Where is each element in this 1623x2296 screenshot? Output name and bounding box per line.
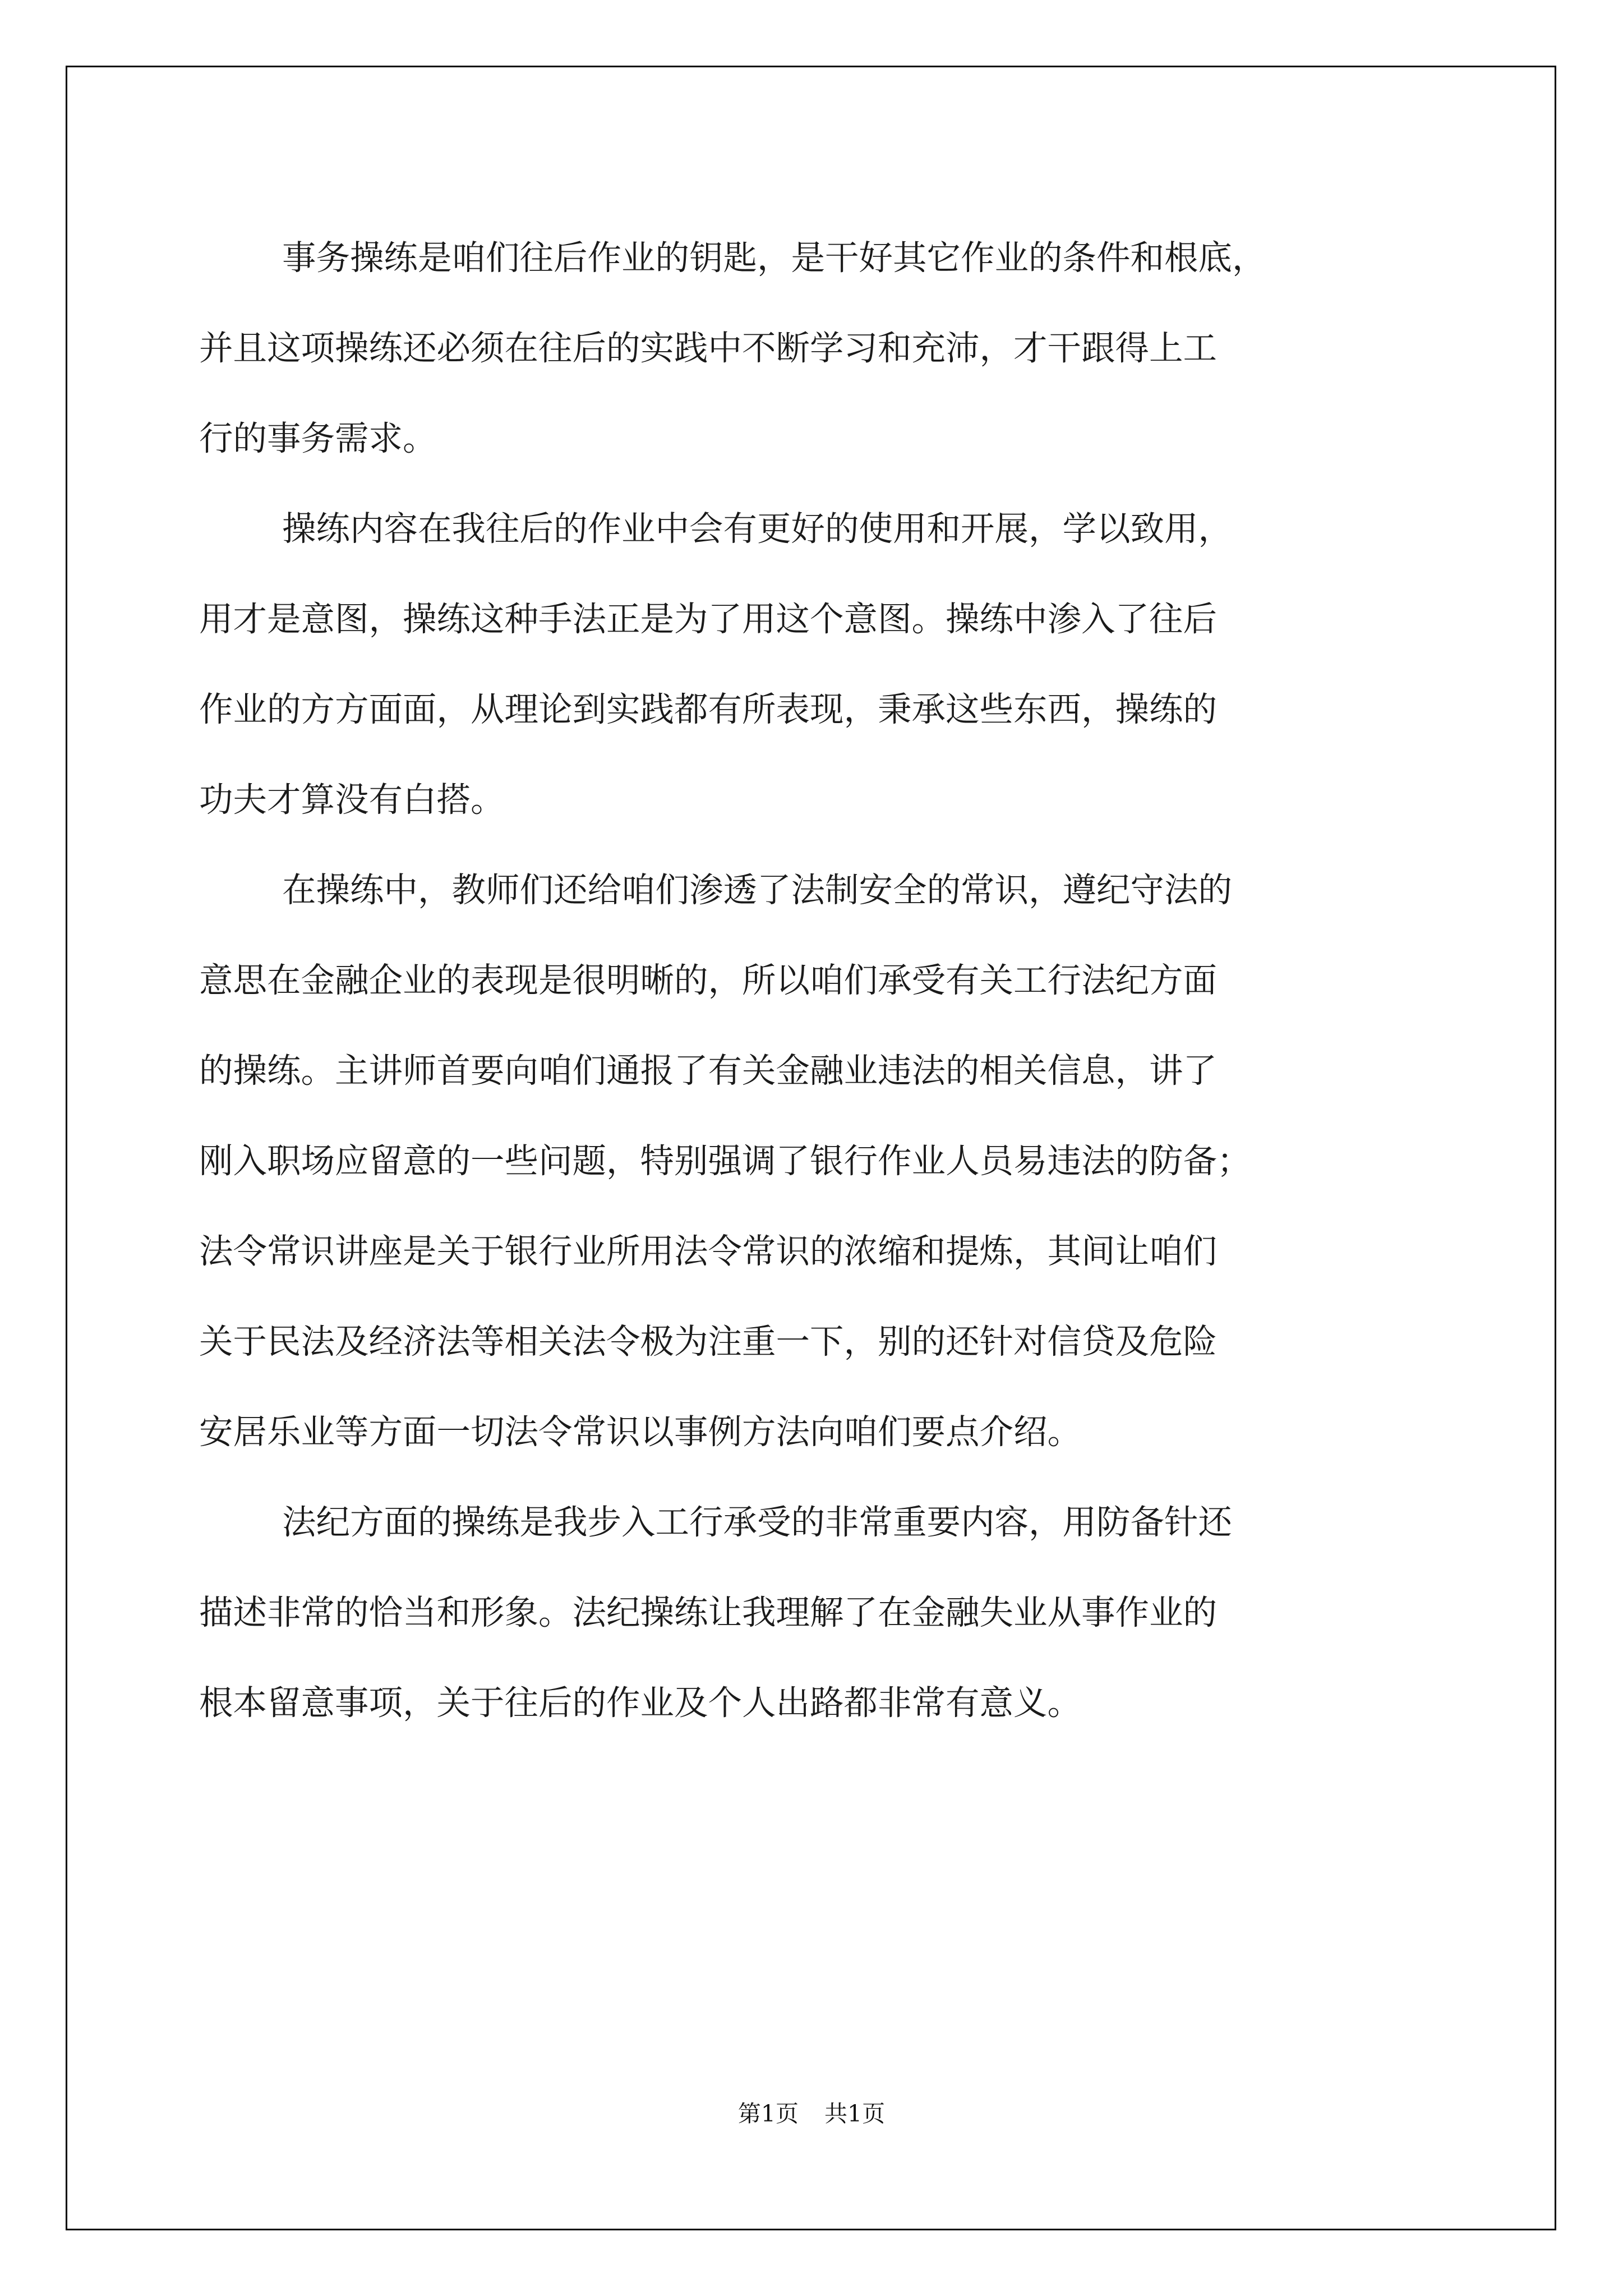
total-pages: 共1页: [824, 2100, 886, 2127]
paragraph-2-line-2: 用才是意图，操练这种手法正是为了用这个意图。操练中渗入了往后: [199, 600, 1217, 639]
paragraph-3-line-3: 的操练。主讲师首要向咱们通报了有关金融业违法的相关信息，讲了: [199, 1051, 1217, 1091]
paragraph-4-line-3: 根本留意事项，关于往后的作业及个人出路都非常有意义。: [199, 1683, 1081, 1723]
document-body: [199, 213, 1433, 1749]
paragraph-2-line-4: 功夫才算没有白搭。: [199, 780, 505, 820]
paragraph-3-line-4: 刚入职场应留意的一些问题，特别强调了银行作业人员易违法的防备；: [199, 1142, 1251, 1181]
paragraph-4-line-1: 法纪方面的操练是我步入工行承受的非常重要内容，用防备针还: [282, 1503, 1232, 1542]
paragraph-3-line-7: 安居乐业等方面一切法令常识以事例方法向咱们要点介绍。: [199, 1412, 1081, 1452]
page-footer: [0, 2097, 1623, 2131]
paragraph-3-line-1: 在操练中，教师们还给咱们渗透了法制安全的常识，遵纪守法的: [282, 871, 1232, 910]
paragraph-3-line-5: 法令常识讲座是关于银行业所用法令常识的浓缩和提炼，其间让咱们: [199, 1232, 1217, 1271]
paragraph-3-line-2: 意思在金融企业的表现是很明晰的，所以咱们承受有关工行法纪方面: [199, 961, 1217, 1000]
page-number: 第1页: [737, 2100, 799, 2127]
paragraph-2-line-3: 作业的方方面面，从理论到实践都有所表现，秉承这些东西，操练的: [199, 690, 1217, 729]
paragraph-1-line-2: 并且这项操练还必须在往后的实践中不断学习和充沛，才干跟得上工: [199, 329, 1217, 368]
paragraph-3-line-6: 关于民法及经济法等相关法令极为注重一下，别的还针对信贷及危险: [199, 1322, 1217, 1361]
paragraph-1-line-3: 行的事务需求。: [199, 419, 437, 458]
paragraph-2-line-1: 操练内容在我往后的作业中会有更好的使用和开展，学以致用，: [282, 509, 1232, 549]
paragraph-4-line-2: 描述非常的恰当和形象。法纪操练让我理解了在金融失业从事作业的: [199, 1593, 1217, 1632]
paragraph-1-line-1: 事务操练是咱们往后作业的钥匙，是干好其它作业的条件和根底，: [282, 238, 1266, 278]
